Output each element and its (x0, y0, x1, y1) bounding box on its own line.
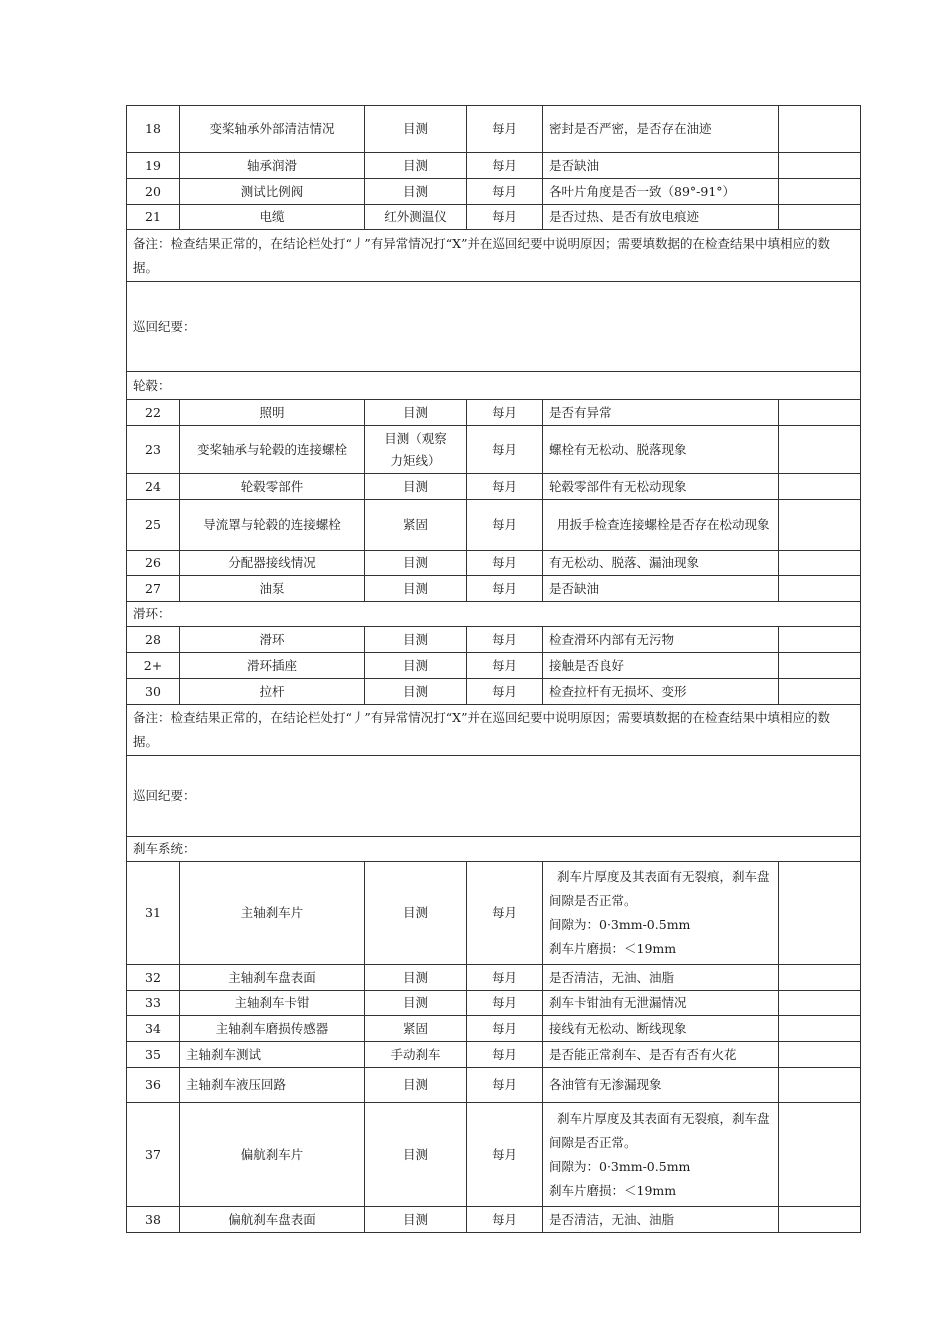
row-number: 22 (127, 400, 180, 426)
check-cycle: 每月 (467, 551, 543, 576)
table-row (127, 576, 861, 602)
result-cell[interactable] (779, 179, 861, 205)
check-standard: 密封是否严密，是否存在油迹 (543, 106, 779, 153)
result-cell[interactable] (779, 1103, 861, 1207)
result-cell[interactable] (779, 1207, 861, 1233)
row-number: 2+ (127, 653, 180, 679)
check-method: 目测 (365, 551, 467, 576)
row-number: 34 (127, 1016, 180, 1042)
inspection-sheet (126, 105, 860, 1233)
standard-line: 刹车片厚度及其表面有无裂痕，刹车盘间隙是否正常。 (549, 869, 770, 908)
check-method: 目测 (365, 862, 467, 965)
check-method: 手动刹车 (365, 1042, 467, 1068)
check-cycle: 每月 (467, 965, 543, 991)
table-row (127, 679, 861, 705)
check-method: 紧固 (365, 1016, 467, 1042)
result-cell[interactable] (779, 1016, 861, 1042)
check-item: 轮毂零部件 (180, 474, 365, 500)
result-cell[interactable] (779, 551, 861, 576)
check-cycle: 每月 (467, 1042, 543, 1068)
check-item: 分配器接线情况 (180, 551, 365, 576)
check-method: 目测（观察力矩线） (365, 426, 467, 474)
check-cycle: 每月 (467, 1207, 543, 1233)
table-row (127, 1068, 861, 1103)
table-row (127, 400, 861, 426)
check-method: 紧固 (365, 500, 467, 551)
check-standard: 用扳手检查连接螺栓是否存在松动现象 (543, 500, 779, 551)
standard-line: 间隙为：0·3mm-0.5mm (549, 1158, 691, 1174)
check-method: 目测 (365, 576, 467, 602)
check-item: 滑环插座 (180, 653, 365, 679)
section-title-hub: 轮毂： (127, 372, 861, 400)
result-cell[interactable] (779, 1042, 861, 1068)
remark-row (127, 705, 861, 756)
check-standard: 接触是否良好 (543, 653, 779, 679)
table-row (127, 653, 861, 679)
check-item: 变桨轴承外部清洁情况 (180, 106, 365, 153)
check-method: 目测 (365, 679, 467, 705)
row-number: 20 (127, 179, 180, 205)
check-cycle: 每月 (467, 426, 543, 474)
check-cycle: 每月 (467, 400, 543, 426)
row-number: 36 (127, 1068, 180, 1103)
standard-line: 间隙为：0·3mm-0.5mm (549, 917, 691, 932)
standard-line: 刹车片磨损：＜19mm (549, 941, 677, 956)
check-item: 偏航刹车盘表面 (180, 1207, 365, 1233)
check-item: 滑环 (180, 627, 365, 653)
row-number: 26 (127, 551, 180, 576)
table-row (127, 551, 861, 576)
check-item: 油泵 (180, 576, 365, 602)
section-row (127, 602, 861, 627)
section-row (127, 837, 861, 862)
remark-text: 备注：检查结果正常的，在结论栏处打“丿”有异常情况打“X”并在巡回纪要中说明原因；需要填数据的在检查结果中填相应的数据。 (127, 705, 861, 756)
check-method: 红外测温仪 (365, 205, 467, 230)
check-standard: 检查拉杆有无损坏、变形 (543, 679, 779, 705)
check-item: 主轴刹车片 (180, 862, 365, 965)
check-standard: 检查滑环内部有无污物 (543, 627, 779, 653)
check-item: 轴承润滑 (180, 153, 365, 179)
check-item: 拉杆 (180, 679, 365, 705)
check-cycle: 每月 (467, 205, 543, 230)
check-item: 主轴刹车盘表面 (180, 965, 365, 991)
check-method: 目测 (365, 179, 467, 205)
row-number: 18 (127, 106, 180, 153)
result-cell[interactable] (779, 474, 861, 500)
result-cell[interactable] (779, 862, 861, 965)
table-row (127, 627, 861, 653)
check-item: 变桨轴承与轮毂的连接螺栓 (180, 426, 365, 474)
row-number: 37 (127, 1103, 180, 1207)
table-row (127, 1016, 861, 1042)
check-item: 主轴刹车测试 (180, 1042, 365, 1068)
section-row (127, 372, 861, 400)
table-row (127, 500, 861, 551)
result-cell[interactable] (779, 653, 861, 679)
check-standard: 接线有无松动、断线现象 (543, 1016, 779, 1042)
check-item: 主轴刹车卡钳 (180, 991, 365, 1016)
patrol-summary-row (127, 282, 861, 372)
check-standard: 是否清洁，无油、油脂 (543, 965, 779, 991)
row-number: 24 (127, 474, 180, 500)
inspection-table (126, 105, 861, 1233)
row-number: 33 (127, 991, 180, 1016)
row-number: 27 (127, 576, 180, 602)
check-method: 目测 (365, 627, 467, 653)
standard-line: 刹车片厚度及其表面有无裂痕，刹车盘间隙是否正常。 (549, 1110, 770, 1150)
result-cell[interactable] (779, 991, 861, 1016)
row-number: 35 (127, 1042, 180, 1068)
check-cycle: 每月 (467, 576, 543, 602)
patrol-summary-row (127, 756, 861, 837)
check-cycle: 每月 (467, 991, 543, 1016)
check-method: 目测 (365, 153, 467, 179)
result-cell[interactable] (779, 426, 861, 474)
table-row (127, 205, 861, 230)
check-method: 目测 (365, 991, 467, 1016)
check-standard: 刹车卡钳油有无泄漏情况 (543, 991, 779, 1016)
standard-line: 刹车片磨损：＜19mm (549, 1182, 677, 1198)
table-row (127, 862, 861, 965)
table-row (127, 474, 861, 500)
check-item: 照明 (180, 400, 365, 426)
patrol-summary-label[interactable]: 巡回纪要： (127, 282, 861, 372)
check-standard: 是否有异常 (543, 400, 779, 426)
table-row (127, 991, 861, 1016)
row-number: 25 (127, 500, 180, 551)
check-method: 目测 (365, 400, 467, 426)
result-cell[interactable] (779, 576, 861, 602)
check-method: 目测 (365, 965, 467, 991)
check-standard: 是否过热、是否有放电痕迹 (543, 205, 779, 230)
check-cycle: 每月 (467, 862, 543, 965)
check-method: 目测 (365, 474, 467, 500)
row-number: 23 (127, 426, 180, 474)
result-cell[interactable] (779, 153, 861, 179)
check-standard (543, 1103, 779, 1207)
check-item: 测试比例阀 (180, 179, 365, 205)
row-number: 28 (127, 627, 180, 653)
table-row (127, 153, 861, 179)
check-cycle: 每月 (467, 627, 543, 653)
check-cycle: 每月 (467, 474, 543, 500)
check-item: 主轴刹车液压回路 (180, 1068, 365, 1103)
check-method: 目测 (365, 106, 467, 153)
check-standard: 轮毂零部件有无松动现象 (543, 474, 779, 500)
row-number: 32 (127, 965, 180, 991)
remark-row (127, 230, 861, 282)
result-cell[interactable] (779, 500, 861, 551)
check-cycle: 每月 (467, 1068, 543, 1103)
check-cycle: 每月 (467, 679, 543, 705)
check-item: 偏航刹车片 (180, 1103, 365, 1207)
check-item: 导流罩与轮毂的连接螺栓 (180, 500, 365, 551)
remark-text: 备注：检查结果正常的，在结论栏处打“丿”有异常情况打“X”并在巡回纪要中说明原因；需要填数据的在检查结果中填相应的数据。 (127, 230, 861, 282)
result-cell[interactable] (779, 965, 861, 991)
check-cycle: 每月 (467, 653, 543, 679)
table-row (127, 965, 861, 991)
row-number: 38 (127, 1207, 180, 1233)
check-method: 目测 (365, 1103, 467, 1207)
table-row (127, 1207, 861, 1233)
check-standard: 是否缺油 (543, 153, 779, 179)
patrol-summary-label[interactable]: 巡回纪要： (127, 756, 861, 837)
check-standard: 螺栓有无松动、脱落现象 (543, 426, 779, 474)
table-row (127, 1042, 861, 1068)
check-standard: 是否清洁，无油、油脂 (543, 1207, 779, 1233)
check-cycle: 每月 (467, 500, 543, 551)
section-title-slip-ring: 滑环： (127, 602, 861, 627)
table-row (127, 426, 861, 474)
table-row (127, 106, 861, 153)
row-number: 19 (127, 153, 180, 179)
row-number: 21 (127, 205, 180, 230)
check-standard: 是否缺油 (543, 576, 779, 602)
table-row (127, 179, 861, 205)
check-standard: 各叶片角度是否一致（89°-91°） (543, 179, 779, 205)
section-title-brake-system: 刹车系统： (127, 837, 861, 862)
check-cycle: 每月 (467, 106, 543, 153)
result-cell[interactable] (779, 679, 861, 705)
result-cell[interactable] (779, 627, 861, 653)
result-cell[interactable] (779, 106, 861, 153)
check-method: 目测 (365, 653, 467, 679)
check-standard: 有无松动、脱落、漏油现象 (543, 551, 779, 576)
check-item: 电缆 (180, 205, 365, 230)
check-cycle: 每月 (467, 1016, 543, 1042)
row-number: 30 (127, 679, 180, 705)
check-standard: 各油管有无渗漏现象 (543, 1068, 779, 1103)
result-cell[interactable] (779, 205, 861, 230)
check-cycle: 每月 (467, 179, 543, 205)
check-standard: 是否能正常刹车、是否有否有火花 (543, 1042, 779, 1068)
check-standard (543, 862, 779, 965)
check-method: 目测 (365, 1207, 467, 1233)
check-cycle: 每月 (467, 1103, 543, 1207)
result-cell[interactable] (779, 400, 861, 426)
check-cycle: 每月 (467, 153, 543, 179)
result-cell[interactable] (779, 1068, 861, 1103)
table-row (127, 1103, 861, 1207)
row-number: 31 (127, 862, 180, 965)
check-item: 主轴刹车磨损传感器 (180, 1016, 365, 1042)
check-method: 目测 (365, 1068, 467, 1103)
